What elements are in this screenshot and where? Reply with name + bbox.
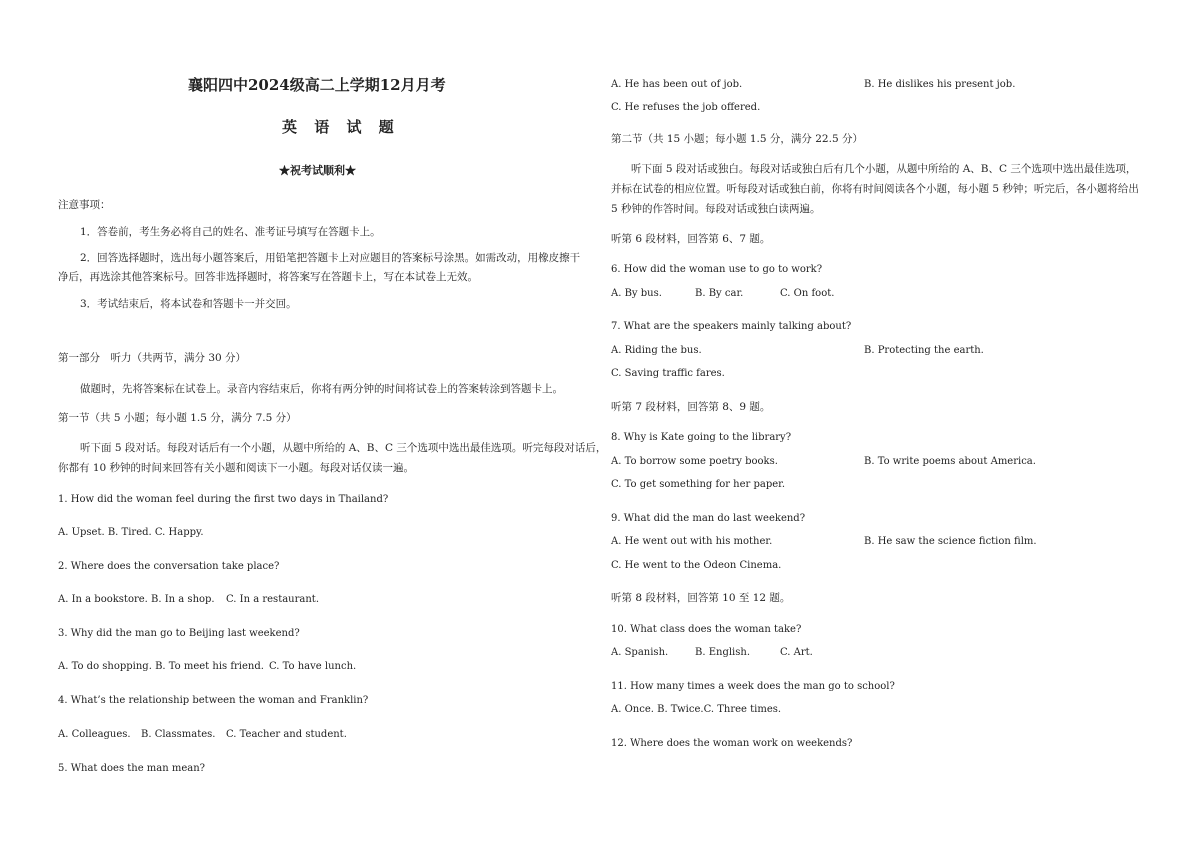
- listen-material-8: 听第 8 段材料，回答第 10 至 12 题。: [611, 592, 791, 604]
- question-2-options-ab: A. In a bookstore. B. In a shop.: [58, 594, 215, 605]
- notice-item-2-line2: 净后，再选涂其他答案标号。回答非选择题时，将答案写在答题卡上，写在本试卷上无效。: [58, 271, 478, 283]
- section1-instruction-line1: 听下面 5 段对话。每段对话后有一个小题，从题中所给的 A、B、C 三个选项中选出最佳选项。听完每段对话后，: [80, 442, 607, 454]
- question-8-option-a: A. To borrow some poetry books.: [611, 456, 778, 467]
- section2-heading: 第二节（共 15 小题；每小题 1.5 分，满分 22.5 分）: [611, 133, 863, 145]
- question-4: 4. What’s the relationship between the woman and Franklin?: [58, 695, 369, 706]
- question-3-options-ab: A. To do shopping. B. To meet his friend.: [58, 661, 264, 672]
- right-column: [600, 0, 1200, 849]
- question-12: 12. Where does the woman work on weekends?: [611, 738, 853, 749]
- question-11-options: A. Once. B. Twice.C. Three times.: [611, 704, 782, 715]
- question-4-option-c: C. Teacher and student.: [226, 729, 347, 740]
- question-4-option-b: B. Classmates.: [141, 729, 216, 740]
- question-8-option-c: C. To get something for her paper.: [611, 479, 786, 490]
- question-2: 2. Where does the conversation take place?: [58, 561, 280, 572]
- notice-heading: 注意事项：: [58, 199, 111, 211]
- section1-heading: 第一节（共 5 小题；每小题 1.5 分，满分 7.5 分）: [58, 412, 297, 424]
- question-3: 3. Why did the man go to Beijing last weekend?: [58, 628, 300, 639]
- question-8: 8. Why is Kate going to the library?: [611, 432, 792, 443]
- question-2-option-c: C. In a restaurant.: [226, 594, 319, 605]
- question-9: 9. What did the man do last weekend?: [611, 513, 806, 524]
- question-1: 1. How did the woman feel during the first two days in Thailand?: [58, 494, 389, 505]
- blessing-line: ★祝考试顺利★: [279, 164, 356, 177]
- question-3-option-c: C. To have lunch.: [269, 661, 357, 672]
- question-4-option-a: A. Colleagues.: [58, 729, 131, 740]
- notice-item-2-line1: 2．回答选择题时，选出每小题答案后，用铅笔把答题卡上对应题目的答案标号涂黑。如需改动，用橡皮擦干: [80, 252, 581, 264]
- notice-item-1: 1．答卷前，考生务必将自己的姓名、准考证号填写在答题卡上。: [80, 226, 381, 238]
- part1-heading: 第一部分 听力（共两节，满分 30 分）: [58, 352, 247, 364]
- question-6-option-a: A. By bus.: [611, 288, 662, 299]
- question-5-option-c: C. He refuses the job offered.: [611, 102, 761, 113]
- question-10-option-c: C. Art.: [780, 647, 813, 658]
- question-5-option-a: A. He has been out of job.: [611, 79, 743, 90]
- question-10-option-a: A. Spanish.: [611, 647, 669, 658]
- exam-title: 襄阳四中2024级高二上学期12月月考: [188, 76, 446, 94]
- question-6-option-c: C. On foot.: [780, 288, 835, 299]
- question-7: 7. What are the speakers mainly talking about?: [611, 321, 852, 332]
- question-10-option-b: B. English.: [695, 647, 750, 658]
- question-7-option-a: A. Riding the bus.: [611, 345, 702, 356]
- question-5: 5. What does the man mean?: [58, 763, 206, 774]
- question-5-option-b: B. He dislikes his present job.: [864, 79, 1016, 90]
- listen-material-6: 听第 6 段材料，回答第 6、7 题。: [611, 233, 771, 245]
- question-6: 6. How did the woman use to go to work?: [611, 264, 823, 275]
- question-7-option-c: C. Saving traffic fares.: [611, 368, 725, 379]
- part1-instruction: 做题时，先将答案标在试卷上。录音内容结束后，你将有两分钟的时间将试卷上的答案转涂到答题卡上。: [80, 383, 563, 395]
- question-11: 11. How many times a week does the man go to school?: [611, 681, 895, 692]
- exam-subtitle: 英 语 试 题: [282, 118, 400, 136]
- notice-item-3: 3．考试结束后，将本试卷和答题卡一并交回。: [80, 298, 297, 310]
- section2-instruction-line3: 5 秒钟的作答时间。每段对话或独白读两遍。: [611, 203, 821, 215]
- listen-material-7: 听第 7 段材料，回答第 8、9 题。: [611, 401, 771, 413]
- question-7-option-b: B. Protecting the earth.: [864, 345, 984, 356]
- section2-instruction-line1: 听下面 5 段对话或独白。每段对话或独白后有几个小题，从题中所给的 A、B、C 三个选项中选出最佳选项，: [631, 163, 1137, 175]
- section2-instruction-line2: 并标在试卷的相应位置。听每段对话或独白前，你将有时间阅读各个小题，每小题 5 秒钟；听完后，各小题将给出: [611, 183, 1139, 195]
- section1-instruction-line2: 你都有 10 秒钟的时间来回答有关小题和阅读下一小题。每段对话仅读一遍。: [58, 462, 415, 474]
- question-8-option-b: B. To write poems about America.: [864, 456, 1036, 467]
- question-9-option-c: C. He went to the Odeon Cinema.: [611, 560, 782, 571]
- question-10: 10. What class does the woman take?: [611, 624, 802, 635]
- question-9-option-a: A. He went out with his mother.: [611, 536, 773, 547]
- question-9-option-b: B. He saw the science fiction film.: [864, 536, 1037, 547]
- question-6-option-b: B. By car.: [695, 288, 744, 299]
- question-1-options: A. Upset. B. Tired. C. Happy.: [58, 527, 204, 538]
